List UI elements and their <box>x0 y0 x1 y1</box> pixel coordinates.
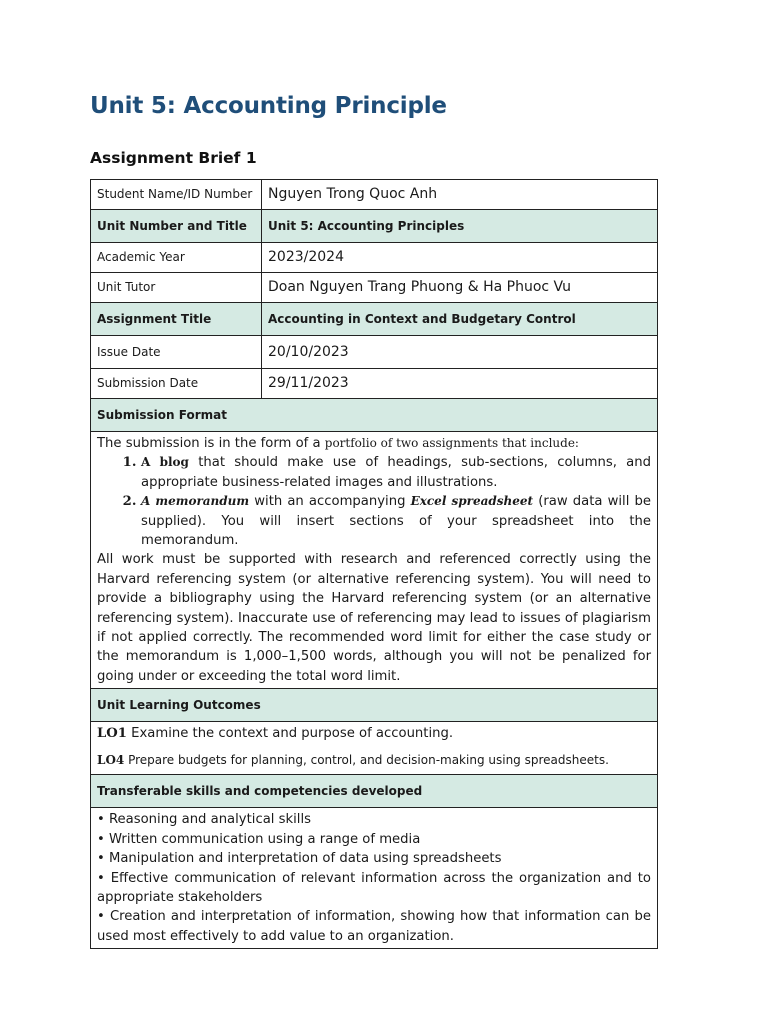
learning-outcome-item <box>97 724 651 744</box>
lo1-text: Examine the context and purpose of accounting. <box>126 726 454 742</box>
submission-body-text: All work must be supported with research and referenced correctly using the Harvard referencing system (or alternative referencing system). You will need to provide a bibliography using the Harvard referencing system (or an alternative referencing system). Inaccurate use of referencing may lead to issues of plagiarism if not applied correctly. The recommended word limit for either the case study or the memorandum is 1,000–1,500 words, although you will not be penalized for going under or exceeding the total word limit. <box>97 552 651 684</box>
assignment-subtitle: Assignment Brief 1 <box>90 149 257 167</box>
issue-date-value: 20/10/2023 <box>262 336 658 369</box>
academic-year-label: Academic Year <box>91 243 262 273</box>
item-memo-text: (raw data will be supplied). You will insert sections of your spreadsheet into the memorandum. <box>141 494 651 549</box>
section-header-row <box>91 775 658 808</box>
list-item <box>141 492 651 550</box>
assignment-brief-table <box>90 179 658 949</box>
skills-body <box>91 808 658 949</box>
submission-format-body <box>91 432 658 689</box>
table-row <box>91 336 658 369</box>
item-blog-bold: A blog <box>141 455 189 470</box>
list-item: • Written communication using a range of media <box>97 831 421 847</box>
submission-format-heading: Submission Format <box>91 399 658 432</box>
lo4-text: Prepare budgets for planning, control, and decision-making using spreadsheets. <box>124 753 609 768</box>
page-title: Unit 5: Accounting Principle <box>90 93 447 119</box>
learning-outcomes-body <box>91 722 658 775</box>
student-name-value: Nguyen Trong Quoc Anh <box>262 180 658 210</box>
submission-items-list <box>97 453 651 550</box>
list-item: • Reasoning and analytical skills <box>97 812 312 828</box>
section-header-row <box>91 399 658 432</box>
section-header-row <box>91 689 658 722</box>
lo4-code: LO4 <box>97 753 125 768</box>
list-item: • Creation and interpretation of information, showing how that information can be used most effectively to add value to an organization. <box>97 909 651 944</box>
list-item: • Effective communication of relevant information across the organization and to appropriate stakeholders <box>97 870 651 905</box>
table-row <box>91 180 658 210</box>
submission-intro-serif: portfolio of two assignments that include: <box>324 436 579 450</box>
table-row <box>91 273 658 303</box>
item-memo-bold2: Excel spreadsheet <box>410 494 534 509</box>
list-item <box>141 453 651 492</box>
skills-heading: Transferable skills and competencies developed <box>91 775 658 808</box>
item-blog-text: that should make use of headings, sub-sections, columns, and appropriate business-related images and illustrations. <box>141 455 651 490</box>
issue-date-label: Issue Date <box>91 336 262 369</box>
lo1-code: LO1 <box>97 726 127 742</box>
submission-intro-text: The submission is in the form of a <box>97 436 321 451</box>
assignment-title-label: Assignment Title <box>91 303 262 336</box>
submission-intro <box>97 434 651 453</box>
unit-number-label: Unit Number and Title <box>91 210 262 243</box>
submission-date-value: 29/11/2023 <box>262 369 658 399</box>
academic-year-value: 2023/2024 <box>262 243 658 273</box>
learning-outcomes-heading: Unit Learning Outcomes <box>91 689 658 722</box>
submission-date-label: Submission Date <box>91 369 262 399</box>
table-row <box>91 243 658 273</box>
assignment-title-value: Accounting in Context and Budgetary Control <box>262 303 658 336</box>
table-row <box>91 808 658 949</box>
list-item: • Manipulation and interpretation of data using spreadsheets <box>97 851 502 867</box>
unit-number-value: Unit 5: Accounting Principles <box>262 210 658 243</box>
item-memo-mid: with an accompanying <box>249 494 411 510</box>
table-row <box>91 369 658 399</box>
unit-tutor-value: Doan Nguyen Trang Phuong & Ha Phuoc Vu <box>262 273 658 303</box>
table-row <box>91 303 658 336</box>
unit-tutor-label: Unit Tutor <box>91 273 262 303</box>
table-row <box>91 432 658 689</box>
item-memo-bold: A memorandum <box>141 494 250 509</box>
table-row <box>91 210 658 243</box>
learning-outcome-item <box>97 750 651 770</box>
student-name-label: Student Name/ID Number <box>91 180 262 210</box>
table-row <box>91 722 658 775</box>
